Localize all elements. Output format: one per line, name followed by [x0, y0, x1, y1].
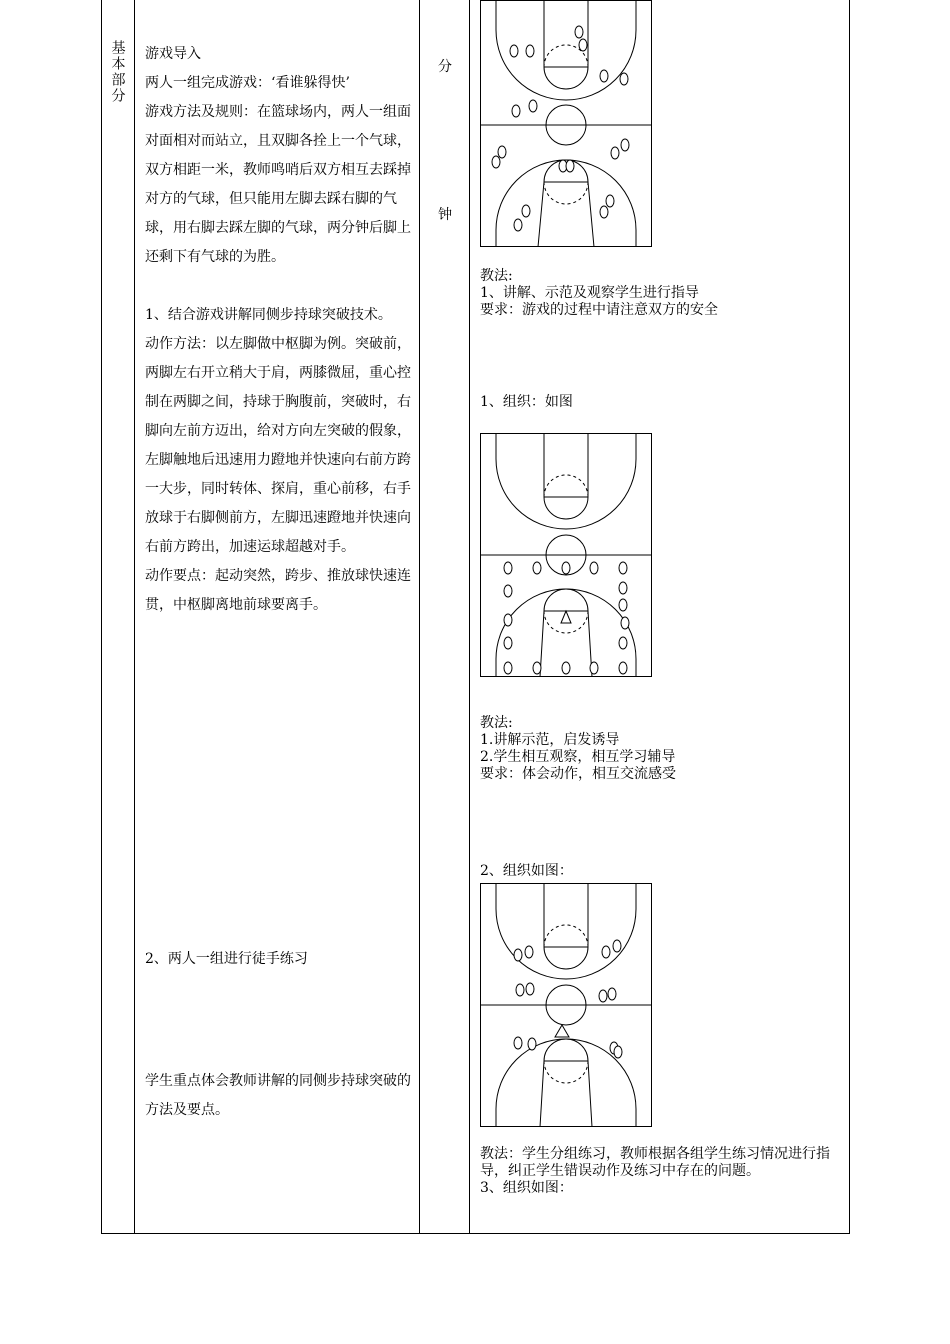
table-border-right [849, 0, 850, 1234]
table-divider-2 [419, 0, 420, 1234]
time-label-zhong: 钟 [438, 207, 452, 223]
content-column [145, 40, 413, 620]
time-label-fen: 分 [438, 59, 452, 75]
court-diagram-game [480, 0, 652, 248]
organization-block-1: 教法: 1、讲解、示范及观察学生进行指导 要求：游戏的过程中请注意双方的安全 [480, 268, 718, 318]
item1-points: 动作要点：起动突然，跨步、推放球快速连贯，中枢脚离地前球要离手。 [145, 568, 411, 613]
game-line: 两人一组完成游戏：‘看谁躲得快’ [145, 75, 350, 91]
table-divider-3 [469, 0, 470, 1234]
teacher-triangle-icon [555, 1025, 569, 1037]
item2: 2、两人一组进行徒手练习 [145, 951, 308, 967]
game-rules: 游戏方法及规则：在篮球场内，两人一组面对面相对而站立，且双脚各拴上一个气球，双方相距一米，教师鸣哨后双方相互去踩掉对方的气球，但只能用左脚去踩右脚的气球，用右脚去踩左脚的气球，两分钟后脚上还剩下有气球的为胜。 [145, 104, 411, 265]
teacher-triangle-icon [561, 611, 571, 623]
table-divider-1 [134, 0, 135, 1234]
game-title: 游戏导入 [145, 46, 201, 62]
section-label: 基本部分 [109, 40, 126, 104]
organization-title-1: 1、组织：如图 [480, 394, 573, 410]
item1-method: 动作方法：以左脚做中枢脚为例。突破前，两脚左右开立稍大于肩，两膝微屈，重心控制在两脚之间，持球于胸腹前，突破时，右脚向左前方迈出，给对方向左突破的假象，左脚触地后迅速用力蹬地并快速向右前方跨一大步，同时转体、探肩，重心前移，右手放球于右脚侧前方，左脚迅速蹬地并快速向右前方跨出，加速运球超越对手。 [145, 336, 411, 555]
court-diagram-practice [480, 883, 652, 1128]
organization-title-2: 2、组织如图： [480, 863, 573, 879]
court-diagram-demo [480, 433, 652, 678]
table-border-left [101, 0, 102, 1234]
item3: 学生重点体会教师讲解的同侧步持球突破的方法及要点。 [145, 1073, 411, 1118]
organization-block-2: 教法: 1.讲解示范，启发诱导 2.学生相互观察，相互学习辅导 要求：体会动作，相互交流感受 [480, 715, 676, 782]
organization-block-3: 教法：学生分组练习，教师根据各组学生练习情况进行指导，纠正学生错误动作及练习中存在的问题。 3、组织如图： [480, 1146, 830, 1196]
item1-title: 1、结合游戏讲解同侧步持球突破技术。 [145, 307, 392, 323]
table-border-bottom [101, 1233, 850, 1234]
